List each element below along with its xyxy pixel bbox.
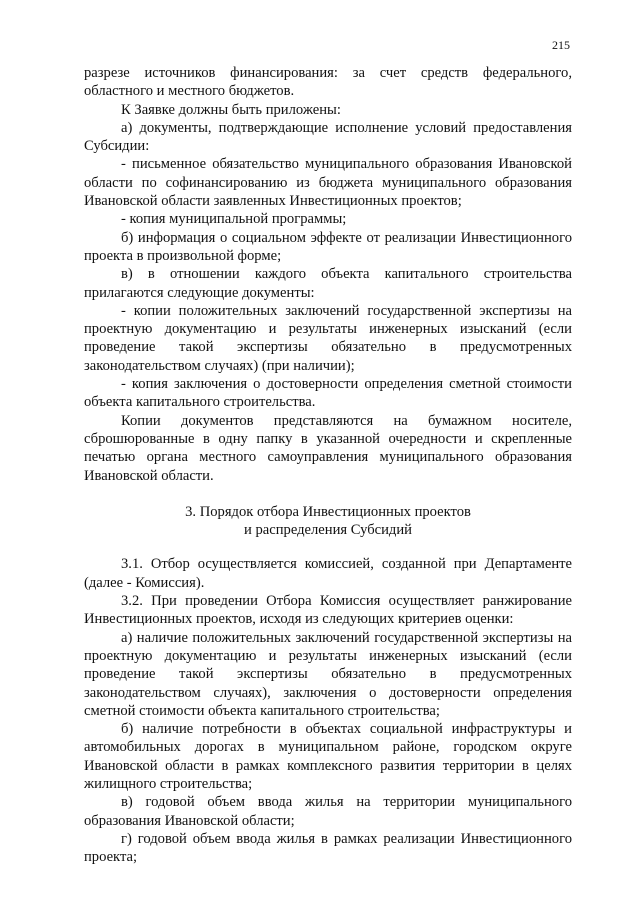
paragraph: 3.1. Отбор осуществляется комиссией, созданной при Департаменте (далее - Комиссия). xyxy=(84,556,572,591)
paragraph: в) в отношении каждого объекта капитального строительства прилагаются следующие документы: xyxy=(84,266,572,301)
paragraph: разрезе источников финансирования: за счет средств федерального, областного и местного бюджетов. xyxy=(84,65,572,100)
section-heading-line-1: 3. Порядок отбора Инвестиционных проектов xyxy=(185,503,471,520)
paragraphs-before-section xyxy=(84,64,572,485)
paragraphs-after-section xyxy=(84,555,572,866)
paragraph: - копия заключения о достоверности определения сметной стоимости объекта капитального строительства. xyxy=(84,376,572,411)
paragraph: б) наличие потребности в объектах социальной инфраструктуры и автомобильных дорогах в муниципальном районе, городском округе Ивановской области в рамках комплексного развития территории в целях жилищного строительства; xyxy=(84,721,572,792)
document-body xyxy=(84,64,572,866)
paragraph: в) годовой объем ввода жилья на территории муниципального образования Ивановской области; xyxy=(84,794,572,829)
paragraph: К Заявке должны быть приложены: xyxy=(121,101,341,118)
paragraph: Копии документов представляются на бумажном носителе, сброшюрованные в одну папку в указанной очередности и скрепленные печатью органа местного самоуправления муниципального образования Ивановской области. xyxy=(84,412,572,484)
page-number: 215 xyxy=(552,38,570,52)
paragraph: а) наличие положительных заключений государственной экспертизы на проектную документацию и результаты инженерных изысканий (если проведение такой экспертизы обязательно в предусмотренных законодательством случаях), заключения о достоверности определения сметной стоимости объекта капитального строительства; xyxy=(84,629,572,719)
paragraph: 3.2. При проведении Отбора Комиссия осуществляет ранжирование Инвестиционных проектов, исходя из следующих критериев оценки: xyxy=(84,593,572,628)
paragraph: - копия муниципальной программы; xyxy=(121,211,347,228)
paragraph: - письменное обязательство муниципального образования Ивановской области по софинансированию из бюджета муниципального образования Ивановской области заявленных Инвестиционных проектов; xyxy=(84,156,572,210)
section-heading-line-2: и распределения Субсидий xyxy=(244,522,412,539)
paragraph: - копии положительных заключений государственной экспертизы на проектную документацию и результаты инженерных изысканий (если проведение такой экспертизы обязательно в предусмотренных законодательством случаях) (при наличии); xyxy=(84,302,572,374)
section-heading xyxy=(84,503,572,540)
paragraph: а) документы, подтверждающие исполнение условий предоставления Субсидии: xyxy=(84,119,572,155)
paragraph: б) информация о социальном эффекте от реализации Инвестиционного проекта в произвольной форме; xyxy=(84,229,572,264)
paragraph: г) годовой объем ввода жилья в рамках реализации Инвестиционного проекта; xyxy=(84,830,572,866)
